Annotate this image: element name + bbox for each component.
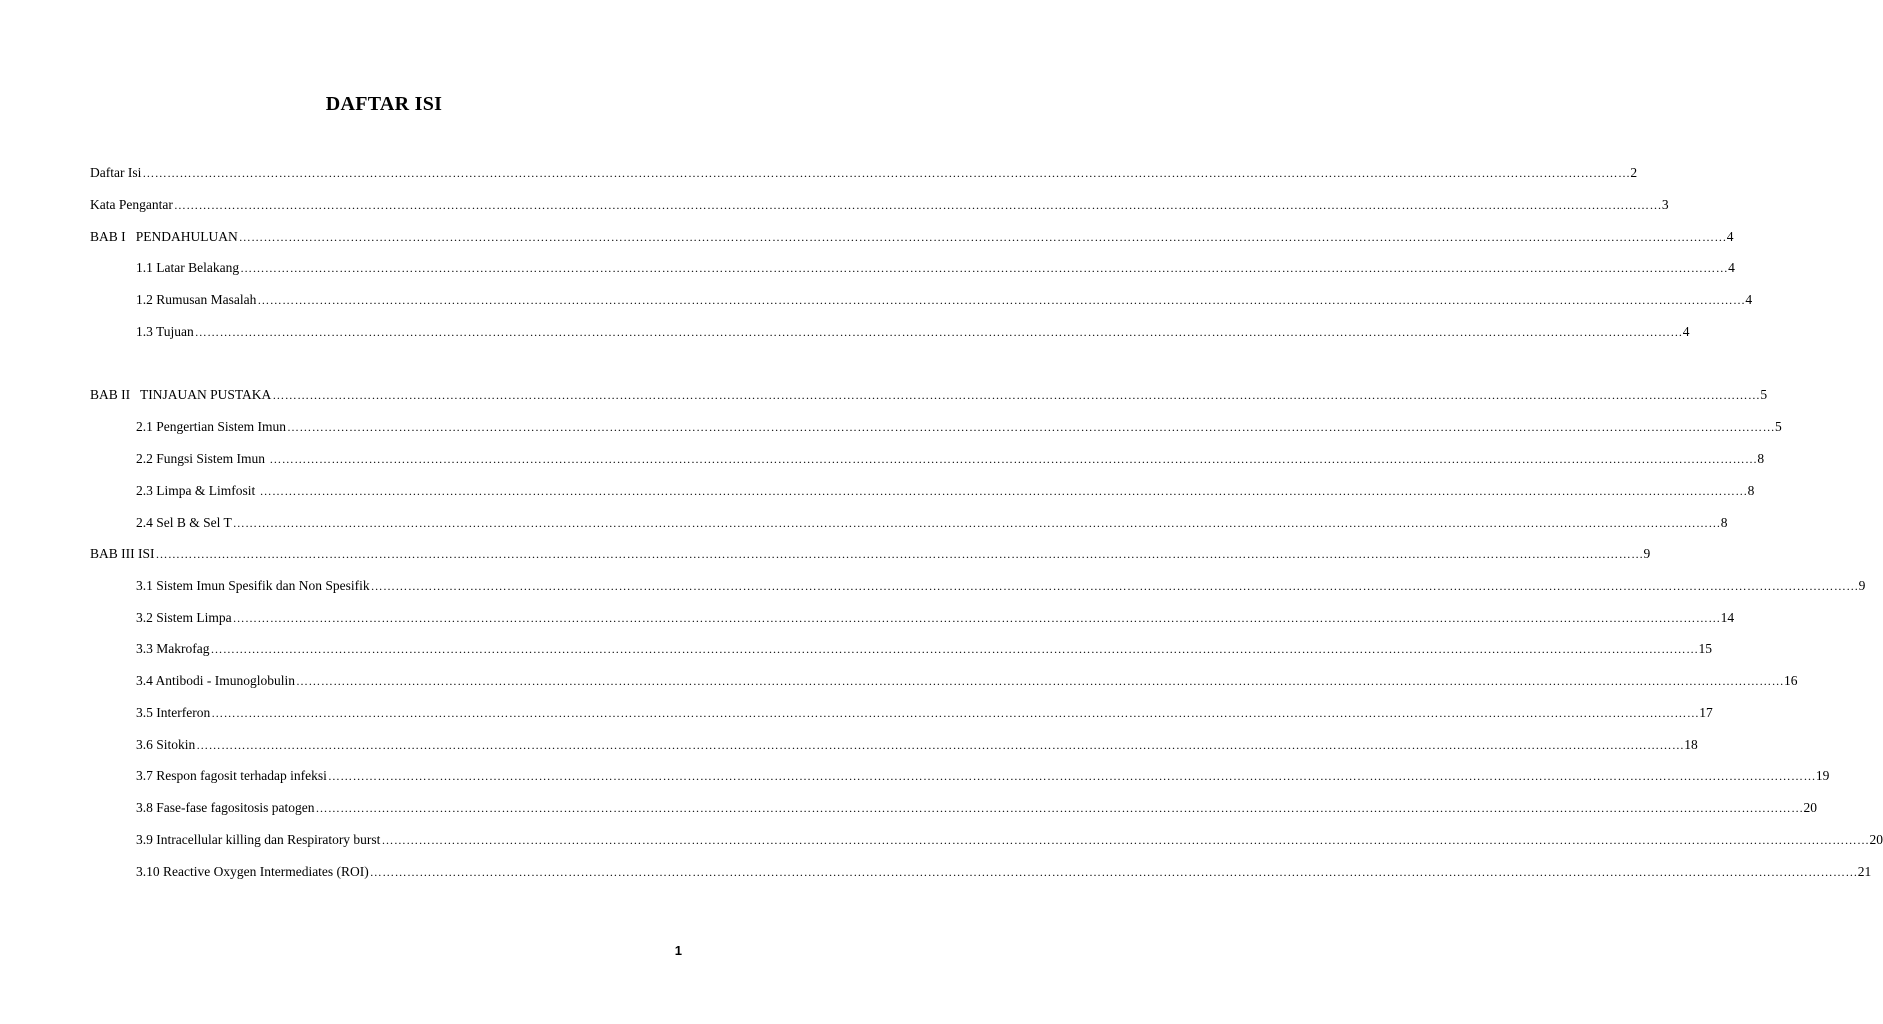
toc-section-entry xyxy=(136,450,1765,468)
toc-entry-label: 3.10 Reactive Oxygen Intermediates (ROI) xyxy=(136,864,369,879)
toc-entry-page: 9 xyxy=(1643,546,1651,561)
toc-entry-page: 8 xyxy=(1747,483,1755,498)
toc-entry-label: 1.2 Rumusan Masalah xyxy=(136,292,257,307)
toc-leader-dots: ……………………………………………………………………………………………………………………………………………………………………………………………………………………………………………………………………………………………………………………………… xyxy=(327,769,1816,783)
toc-entry-label: 2.1 Pengertian Sistem Imun xyxy=(136,419,286,434)
toc-section-entry xyxy=(136,609,1735,627)
toc-entry-label: 3.1 Sistem Imun Spesifik dan Non Spesifik xyxy=(136,578,370,593)
toc-leader-dots: ……………………………………………………………………………………………………………………………………………………………………………………………………………………………………………………………………………………………………………………………… xyxy=(315,801,1804,815)
toc-entry-page: 4 xyxy=(1682,324,1690,339)
page-title: DAFTAR ISI xyxy=(325,93,443,115)
toc-entry-label: 3.7 Respon fagosit terhadap infeksi xyxy=(136,768,327,783)
toc-leader-dots: ……………………………………………………………………………………………………………………………………………………………………………………………………………………………………………………………………………………………………………………………… xyxy=(240,261,1729,275)
toc-entry-page: 17 xyxy=(1699,705,1713,720)
toc-entry-label: 2.2 Fungsi Sistem Imun xyxy=(136,451,269,466)
toc-entry-label: 3.6 Sitokin xyxy=(136,737,196,752)
toc-entry-page: 21 xyxy=(1857,864,1872,879)
toc-leader-dots: ……………………………………………………………………………………………………………………………………………………………………………………………………………………………………………………………………………………………………………………………… xyxy=(370,579,1859,593)
toc-entry-page: 5 xyxy=(1774,419,1782,434)
toc-entry-label: 2.3 Limpa & Limfosit xyxy=(136,483,259,498)
toc-leader-dots: ……………………………………………………………………………………………………………………………………………………………………………………………………………………………………………………………………………………………………………………………… xyxy=(259,484,1748,498)
toc-entry-page: 3 xyxy=(1661,197,1669,212)
toc-section-entry xyxy=(136,577,1866,595)
toc-leader-dots: ……………………………………………………………………………………………………………………………………………………………………………………………………………………………………………………………………………………………………………………………… xyxy=(238,230,1727,244)
toc-section-entry xyxy=(136,323,1690,341)
toc-chapter-entry xyxy=(90,196,1669,214)
page-number: 1 xyxy=(674,943,682,958)
toc-entry-page: 2 xyxy=(1630,165,1638,180)
toc-entry-page: 16 xyxy=(1784,673,1798,688)
toc-section-entry xyxy=(136,482,1755,500)
toc-entry-label: BAB III ISI xyxy=(90,546,155,561)
toc-leader-dots: ……………………………………………………………………………………………………………………………………………………………………………………………………………………………………………………………………………………………………………………………… xyxy=(286,420,1775,434)
toc-section-entry xyxy=(136,672,1798,690)
toc-entry-label: 3.8 Fase-fase fagositosis patogen xyxy=(136,800,315,815)
toc-entry-page: 19 xyxy=(1815,768,1830,783)
toc-entry-label: 3.3 Makrofag xyxy=(136,641,210,656)
toc-section-entry xyxy=(136,767,1830,785)
toc-entry-label: 3.5 Interferon xyxy=(136,705,211,720)
toc-section-entry xyxy=(136,640,1712,658)
toc-section-entry xyxy=(136,514,1728,532)
toc-entry-label: 1.1 Latar Belakang xyxy=(136,260,240,275)
toc-leader-dots: ……………………………………………………………………………………………………………………………………………………………………………………………………………………………………………………………………………………………………………………………… xyxy=(173,198,1662,212)
toc-section-entry xyxy=(136,863,1872,881)
toc-entry-page: 20 xyxy=(1803,800,1817,815)
toc-entry-page: 8 xyxy=(1757,451,1765,466)
toc-chapter-entry xyxy=(90,164,1638,182)
toc-leader-dots: ……………………………………………………………………………………………………………………………………………………………………………………………………………………………………………………………………………………………………………………………… xyxy=(211,706,1700,720)
toc-leader-dots: ……………………………………………………………………………………………………………………………………………………………………………………………………………………………………………………………………………………………………………………………… xyxy=(232,611,1721,625)
toc-entry-label: 3.4 Antibodi - Imunoglobulin xyxy=(136,673,296,688)
toc-leader-dots: ……………………………………………………………………………………………………………………………………………………………………………………………………………………………………………………………………………………………………………………………… xyxy=(210,642,1699,656)
toc-entry-page: 15 xyxy=(1698,641,1712,656)
toc-entry-page: 4 xyxy=(1728,260,1735,275)
toc-entry-page: 18 xyxy=(1684,737,1698,752)
toc-entry-label: 3.9 Intracellular killing dan Respiratory burst xyxy=(136,832,381,847)
toc-entry-label: 2.4 Sel B & Sel T xyxy=(136,515,232,530)
toc-section-entry xyxy=(136,799,1817,817)
toc-entry-page: 4 xyxy=(1745,292,1753,307)
toc-section-entry xyxy=(136,704,1713,722)
toc-leader-dots: ……………………………………………………………………………………………………………………………………………………………………………………………………………………………………………………………………………………………………………………………… xyxy=(272,388,1761,402)
toc-section-entry xyxy=(136,736,1698,754)
toc-entry-page: 4 xyxy=(1726,229,1734,244)
toc-entry-page: 8 xyxy=(1720,515,1728,530)
toc-leader-dots: ……………………………………………………………………………………………………………………………………………………………………………………………………………………………………………………………………………………………………………………………… xyxy=(296,674,1785,688)
toc-section-entry xyxy=(136,418,1782,436)
toc-entry-label: 1.3 Tujuan xyxy=(136,324,194,339)
toc-leader-dots: ……………………………………………………………………………………………………………………………………………………………………………………………………………………………………………………………………………………………………………………………… xyxy=(142,166,1631,180)
toc-leader-dots: ……………………………………………………………………………………………………………………………………………………………………………………………………………………………………………………………………………………………………………………………… xyxy=(257,293,1746,307)
toc-entry-page: 20 xyxy=(1869,832,1883,847)
toc-leader-dots: ……………………………………………………………………………………………………………………………………………………………………………………………………………………………………………………………………………………………………………………………… xyxy=(196,738,1685,752)
toc-leader-dots: ……………………………………………………………………………………………………………………………………………………………………………………………………………………………………………………………………………………………………………………………… xyxy=(369,865,1858,879)
toc-entry-page: 5 xyxy=(1760,387,1768,402)
toc-leader-dots: ……………………………………………………………………………………………………………………………………………………………………………………………………………………………………………………………………………………………………………………………… xyxy=(232,516,1721,530)
toc-chapter-entry xyxy=(90,386,1768,404)
toc-entry-label: BAB I PENDAHULUAN xyxy=(90,229,238,244)
toc-leader-dots: ……………………………………………………………………………………………………………………………………………………………………………………………………………………………………………………………………………………………………………………………… xyxy=(194,325,1683,339)
toc-entry-label: Kata Pengantar xyxy=(90,197,173,212)
toc-section-entry xyxy=(136,831,1883,849)
toc-leader-dots: ……………………………………………………………………………………………………………………………………………………………………………………………………………………………………………………………………………………………………………………………… xyxy=(269,452,1758,466)
toc-leader-dots: ……………………………………………………………………………………………………………………………………………………………………………………………………………………………………………………………………………………………………………………………… xyxy=(155,547,1644,561)
toc-entry-page: 9 xyxy=(1858,578,1866,593)
toc-entry-label: BAB II TINJAUAN PUSTAKA xyxy=(90,387,272,402)
toc-entry-page: 14 xyxy=(1720,610,1735,625)
toc-section-entry xyxy=(136,291,1753,309)
toc-entry-label: 3.2 Sistem Limpa xyxy=(136,610,232,625)
toc-chapter-entry xyxy=(90,545,1651,563)
toc-leader-dots: ……………………………………………………………………………………………………………………………………………………………………………………………………………………………………………………………………………………………………………………………… xyxy=(381,833,1870,847)
toc-entry-label: Daftar Isi xyxy=(90,165,142,180)
toc-chapter-entry xyxy=(90,228,1734,246)
toc-section-entry xyxy=(136,259,1735,277)
